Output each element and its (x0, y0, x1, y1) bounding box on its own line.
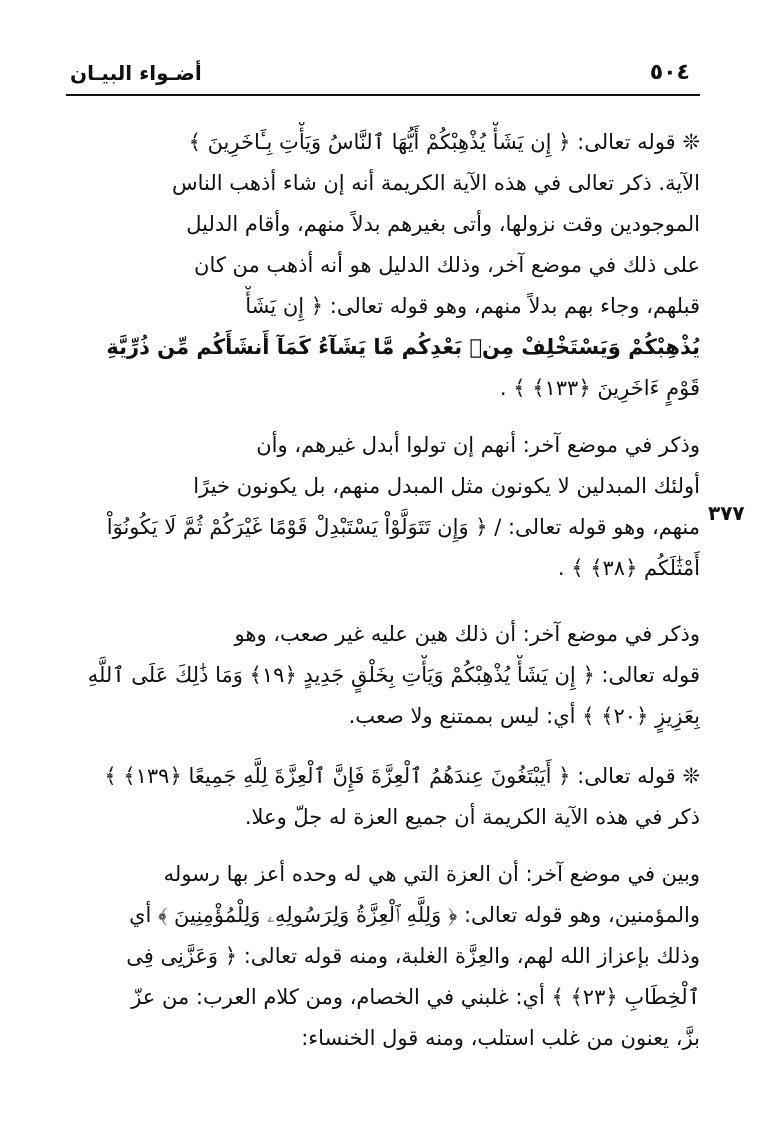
text-line: قوله تعالى: ﴿ إِن يَشَأْ يُذْهِبْكُمْ وَيَأْتِ بِخَلْقٍ جَدِيدٍ ﴿١٩﴾ وَمَا ذَٰلِكَ عَلَى ٱللَّهِ (87, 663, 700, 687)
text-line: الآية. ذكر تعالى في هذه الآية الكريمة أنه إن شاء أذهب الناس (172, 171, 700, 195)
page-number: ٥٠٤ (649, 60, 690, 85)
text-line: قبلهم، وجاء بهم بدلاً منهم، وهو قوله تعالى: ﴿ إِن يَشَأْ (245, 294, 700, 318)
text-line: أَمْثَٰلَكُم ﴿٣٨﴾ ﴾ . (557, 556, 700, 580)
text-line: ❊ قوله تعالى: ﴿ إِن يَشَأْ يُذْهِبْكُمْ أَيُّهَا ٱلنَّاسُ وَيَأْتِ بِـَٔاخَرِينَ ﴾ (188, 130, 700, 154)
paragraph-3 (66, 614, 700, 737)
text-line: وذكر في موضع آخر: أنهم إن تولوا أبدل غيرهم، وأن (256, 433, 700, 457)
text-line: على ذلك في موضع آخر، وذلك الدليل هو أنه أذهب من كان (194, 253, 700, 277)
text-line: وذلك بإعزاز الله لهم، والعِزَّة الغلبة، ومنه قوله تعالى: ﴿ وَعَزَّنِى فِى (126, 944, 700, 968)
text-line: ٱلْخِطَابِ ﴿٢٣﴾ ﴾ أي: غلبني في الخصام، ومن كلام العرب: من عزّ (131, 985, 700, 1009)
header-divider (66, 94, 700, 96)
paragraph-2 (66, 425, 700, 589)
text-line: بزَّ، يعنون من غلب استلب، ومنه قول الخنساء: (301, 1026, 700, 1050)
text-line: الموجودين وقت نزولها، وأتى بغيرهم بدلاً منهم، وأقام الدليل (186, 212, 700, 236)
quran-verse-line: يُذْهِبْكُمْ وَيَسْتَخْلِفْ مِنۢ بَعْدِكُم مَّا يَشَآءُ كَمَآ أَنشَأَكُم مِّن ذُرِّيَّةِ (106, 335, 700, 359)
running-title: أضـواء البيـان (70, 61, 202, 85)
text-line: قَوْمٍ ءَاخَرِينَ ﴿١٣٣﴾ ﴾ . (499, 376, 700, 400)
margin-page-reference: ٣٧٧ (708, 501, 745, 525)
text-line: ذكر في هذه الآية الكريمة أن جميع العزة له جلّ وعلا. (244, 805, 700, 829)
paragraph-4 (66, 756, 700, 838)
text-line: وبين في موضع آخر: أن العزة التي هي له وحده أعز بها رسوله (163, 862, 700, 886)
text-line: بِعَزِيزٍ ﴿٢٠﴾ ﴾ أي: ليس بممتنع ولا صعب. (348, 704, 700, 728)
paragraph-1 (66, 122, 700, 409)
text-line: والمؤمنين، وهو قوله تعالى: ﴿ وَلِلَّهِ ٱلْعِزَّةُ وَلِرَسُولِهِۦ وَلِلْمُؤْمِنِينَ ﴾ أي (129, 903, 700, 927)
text-line: أولئك المبدلين لا يكونون مثل المبدل منهم، بل يكونون خيرًا (193, 474, 700, 498)
text-line: منهم، وهو قوله تعالى: / ﴿ وَإِن تَتَوَلَّوْاْ يَسْتَبْدِلْ قَوْمًا غَيْرَكُمْ ثُمَّ لَا يَكُونُوٓاْ (106, 515, 700, 539)
paragraph-5 (66, 854, 700, 1059)
text-line: وذكر في موضع آخر: أن ذلك هين عليه غير صعب، وهو (234, 622, 700, 646)
text-line: ❊ قوله تعالى: ﴿ أَيَبْتَغُونَ عِندَهُمُ ٱلْعِزَّةَ فَإِنَّ ٱلْعِزَّةَ لِلَّهِ جَمِيعًا ﴿١٣٩﴾ ﴾ (104, 764, 700, 788)
page-header (66, 54, 700, 90)
